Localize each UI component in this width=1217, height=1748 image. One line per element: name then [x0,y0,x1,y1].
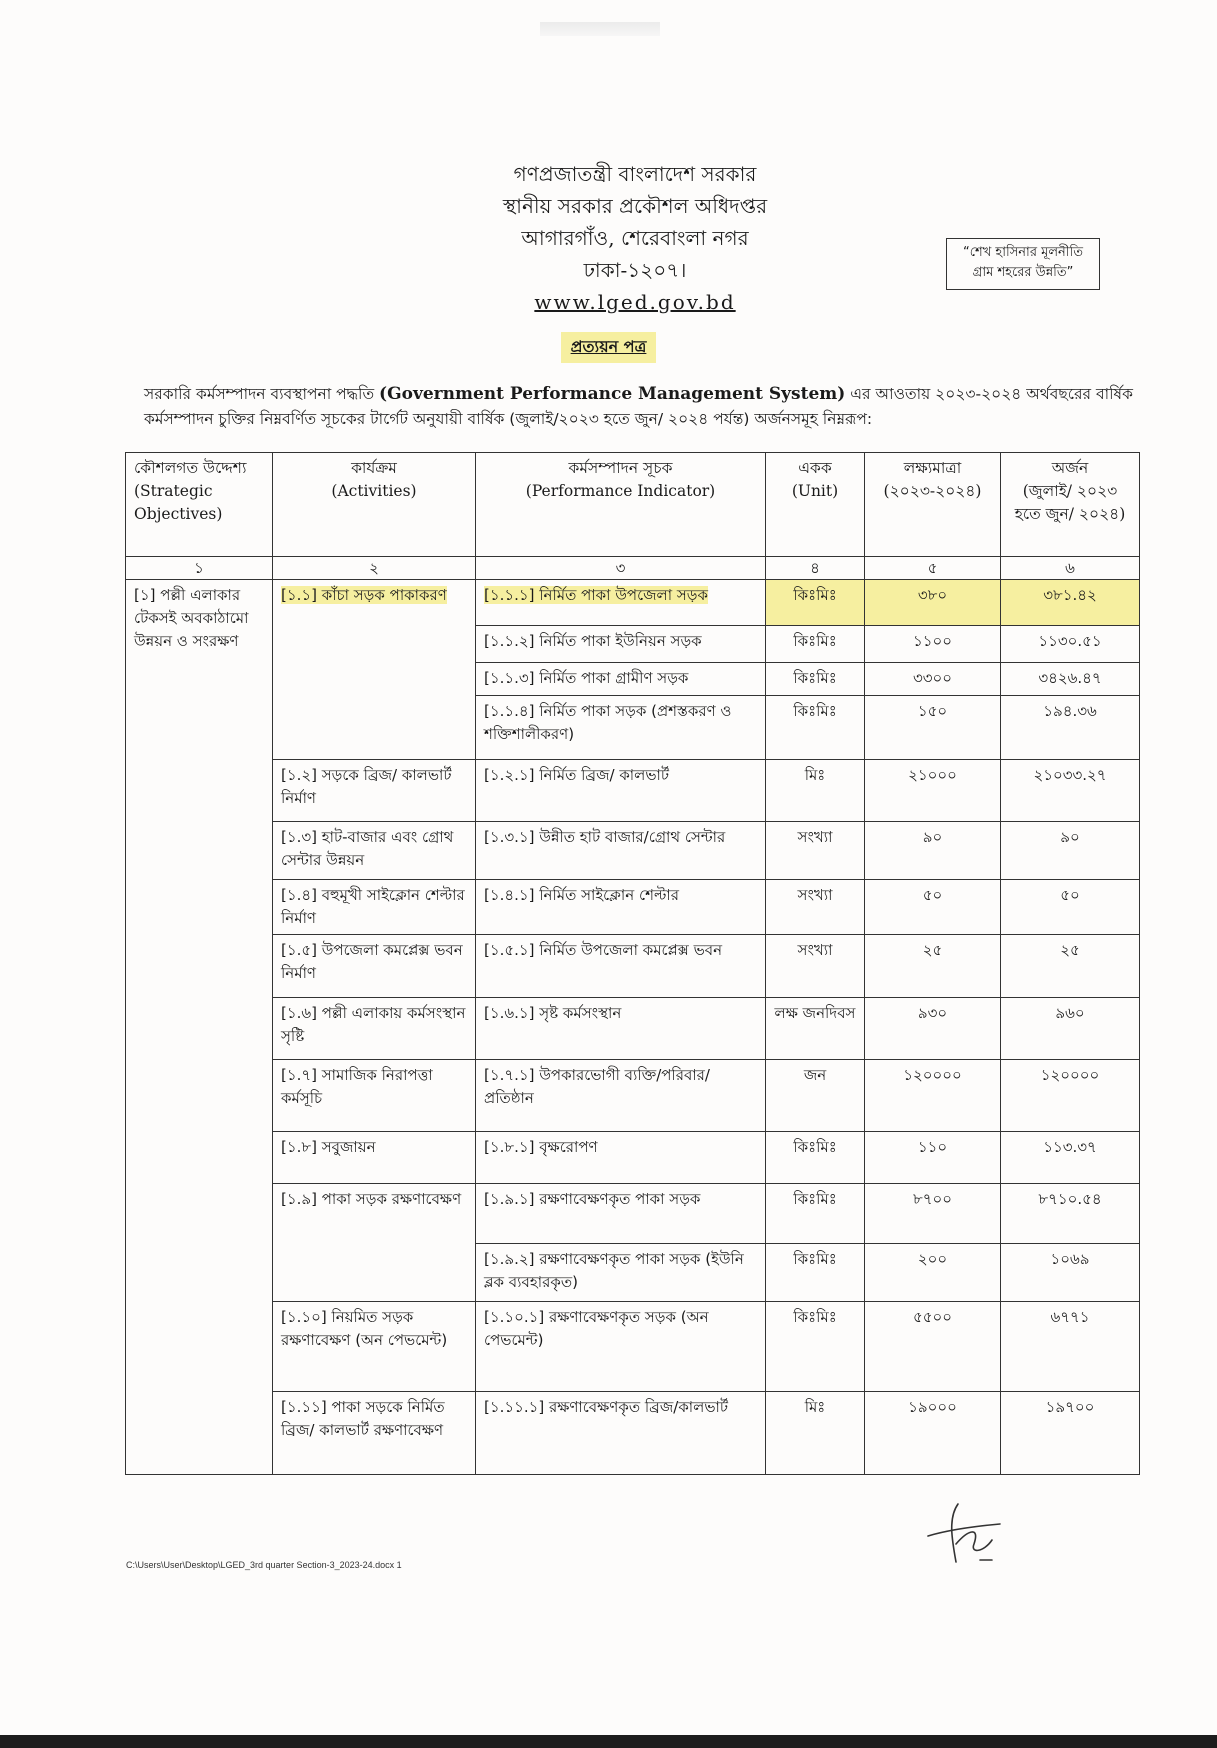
signature [918,1500,1008,1572]
activity-cell: [১.৮] সবুজায়ন [273,1132,476,1184]
address-line: আগারগাঁও, শেরেবাংলা নগর [521,226,749,250]
target-cell: ৮৭০০ [865,1184,1001,1244]
activity-cell: [১.৬] পল্লী এলাকায় কর্মসংস্থান সৃষ্টি [273,998,476,1060]
indicator-cell: [১.১.২] নির্মিত পাকা ইউনিয়ন সড়ক [476,626,766,663]
target-cell: ১২০০০০ [865,1060,1001,1132]
intro-english: (Government Performance Management System) [379,384,846,404]
target-cell: ১৯০০০ [865,1392,1001,1475]
indicator-cell: [১.১.৩] নির্মিত পাকা গ্রামীণ সড়ক [476,663,766,696]
column-number-row [126,557,1140,580]
unit-cell: কিঃমিঃ [766,696,865,760]
unit-cell: মিঃ [766,1392,865,1475]
target-cell: ২০০ [865,1244,1001,1302]
govt-name: গণপ্রজাতন্ত্রী বাংলাদেশ সরকার [513,162,757,186]
unit-cell: কিঃমিঃ [766,1244,865,1302]
target-cell: ১১০০ [865,626,1001,663]
indicator-cell: [১.৫.১] নির্মিত উপজেলা কমপ্লেক্স ভবন [476,935,766,998]
header-target: লক্ষ্যমাত্রা (২০২৩-২০২৪) [865,453,1001,557]
activity-cell: [১.২] সড়কে ব্রিজ/ কালভার্ট নির্মাণ [273,760,476,822]
activity-cell: [১.১০] নিয়মিত সড়ক রক্ষণাবেক্ষণ (অন পেভমেন্ট) [273,1302,476,1392]
achievement-cell: ৩৪২৬.৪৭ [1001,663,1140,696]
website-link[interactable]: www.lged.gov.bd [534,290,736,314]
indicator-cell: [১.৯.২] রক্ষণাবেক্ষণকৃত পাকা সড়ক (ইউনি ব্লক ব্যবহারকৃত) [476,1244,766,1302]
achievement-cell: ২৫ [1001,935,1140,998]
table-row [126,760,1140,822]
achievement-cell: ১২০০০০ [1001,1060,1140,1132]
table-row [126,1184,1140,1244]
achievement-cell: ১৯৭০০ [1001,1392,1140,1475]
target-cell: ১৫০ [865,696,1001,760]
unit-cell: সংখ্যা [766,880,865,935]
achievement-cell: ৩৮১.৪২ [1001,580,1140,626]
achievement-cell: ৯০ [1001,822,1140,880]
indicator-cell: [১.১.৪] নির্মিত পাকা সড়ক (প্রশস্তকরণ ও শক্তিশালীকরণ) [476,696,766,760]
performance-table [125,452,1140,1475]
target-cell: ৫০ [865,880,1001,935]
activity-cell: [১.৯] পাকা সড়ক রক্ষণাবেক্ষণ [273,1184,476,1302]
motto-line-2: গ্রাম শহরের উন্নতি” [972,265,1074,280]
table-row [126,1302,1140,1392]
indicator-cell: [১.৭.১] উপকারভোগী ব্যক্তি/পরিবার/প্রতিষ্ঠান [476,1060,766,1132]
col-num: ৬ [1001,557,1140,580]
header-unit: একক (Unit) [766,453,865,557]
indicator-cell: [১.১০.১] রক্ষণাবেক্ষণকৃত সড়ক (অন পেভমেন্ট) [476,1302,766,1392]
indicator-cell: [১.৬.১] সৃষ্ট কর্মসংস্থান [476,998,766,1060]
table-row [126,580,1140,626]
table-row [126,1060,1140,1132]
department-name: স্থানীয় সরকার প্রকৌশল অধিদপ্তর [502,194,768,218]
activity-cell: [১.৩] হাট-বাজার এবং গ্রোথ সেন্টার উন্নয়ন [273,822,476,880]
table-row [126,822,1140,880]
objective-cell: [১] পল্লী এলাকার টেকসই অবকাঠামো উন্নয়ন ও সংরক্ষণ [126,580,273,1475]
intro-part-1: সরকারি কর্মসম্পাদন ব্যবস্থাপনা পদ্ধতি [144,385,380,403]
header-achievement: অর্জন (জুলাই/ ২০২৩ হতে জুন/ ২০২৪) [1001,453,1140,557]
unit-cell: সংখ্যা [766,935,865,998]
col-num: ৪ [766,557,865,580]
target-cell: ৯৩০ [865,998,1001,1060]
header-indicator: কর্মসম্পাদন সূচক (Performance Indicator) [476,453,766,557]
indicator-cell: [১.৯.১] রক্ষণাবেক্ষণকৃত পাকা সড়ক [476,1184,766,1244]
achievement-cell: ৯৬০ [1001,998,1140,1060]
target-cell: ২৫ [865,935,1001,998]
indicator-cell: [১.৩.১] উন্নীত হাট বাজার/গ্রোথ সেন্টার [476,822,766,880]
col-num: ৩ [476,557,766,580]
unit-cell: কিঃমিঃ [766,1302,865,1392]
indicator-cell: [১.১.১] নির্মিত পাকা উপজেলা সড়ক [476,580,766,626]
header-activities: কার্যক্রম (Activities) [273,453,476,557]
col-num: ১ [126,557,273,580]
unit-cell: জন [766,1060,865,1132]
unit-cell: কিঃমিঃ [766,626,865,663]
target-cell: ৫৫০০ [865,1302,1001,1392]
table-row [126,1132,1140,1184]
target-cell: ৩৩০০ [865,663,1001,696]
activity-cell: [১.৭] সামাজিক নিরাপত্তা কর্মসূচি [273,1060,476,1132]
intro-paragraph [144,382,1144,432]
target-cell: ১১০ [865,1132,1001,1184]
col-num: ২ [273,557,476,580]
target-cell: ২১০০০ [865,760,1001,822]
motto-line-1: “শেখ হাসিনার মূলনীতি [963,245,1083,260]
achievement-cell: ২১০৩৩.২৭ [1001,760,1140,822]
letterhead [400,158,870,318]
indicator-cell: [১.৮.১] বৃক্ষরোপণ [476,1132,766,1184]
table-row [126,1392,1140,1475]
achievement-cell: ১১৩.৩৭ [1001,1132,1140,1184]
table-row [126,998,1140,1060]
activity-cell: [১.১১] পাকা সড়কে নির্মিত ব্রিজ/ কালভার্ট রক্ষণাবেক্ষণ [273,1392,476,1475]
unit-cell: কিঃমিঃ [766,580,865,626]
achievement-cell: ৬৭৭১ [1001,1302,1140,1392]
unit-cell: কিঃমিঃ [766,663,865,696]
indicator-cell: [১.২.১] নির্মিত ব্রিজ/ কালভার্ট [476,760,766,822]
intro-part-2: এর আওতায় ২০২৩-২০২৪ অর্থবছরের বার্ষিক কর্মসম্পাদন চুক্তির নিম্নবর্ণিত সূচকের টার্গেট অনুযায়ী বার্ষিক (জুলাই/২০২৩ হতে জুন/ ২০২৪ পর্যন্ত) অর্জনসমূহ নিম্নরূপ: [144,385,1133,428]
motto-box [946,238,1100,290]
unit-cell: মিঃ [766,760,865,822]
activity-cell: [১.১] কাঁচা সড়ক পাকাকরণ [273,580,476,760]
achievement-cell: ৮৭১০.৫৪ [1001,1184,1140,1244]
achievement-cell: ১১৩০.৫১ [1001,626,1140,663]
achievement-cell: ৫০ [1001,880,1140,935]
col-num: ৫ [865,557,1001,580]
certificate-title-wrap [0,332,1217,363]
achievement-cell: ১০৬৯ [1001,1244,1140,1302]
unit-cell: সংখ্যা [766,822,865,880]
header-objectives: কৌশলগত উদ্দেশ্য (Strategic Objectives) [126,453,273,557]
scan-edge [0,1735,1217,1748]
activity-cell: [১.৫] উপজেলা কমপ্লেক্স ভবন নির্মাণ [273,935,476,998]
scan-mark [540,22,660,36]
table-row [126,935,1140,998]
unit-cell: লক্ষ জনদিবস [766,998,865,1060]
table-row [126,880,1140,935]
city-line: ঢাকা-১২০৭। [583,258,687,282]
file-path-footer: C:\Users\User\Desktop\LGED_3rd quarter Section-3_2023-24.docx 1 [126,1560,402,1570]
table-header-row [126,453,1140,557]
target-cell: ৩৮০ [865,580,1001,626]
activity-cell: [১.৪] বহুমূখী সাইক্লোন শেল্টার নির্মাণ [273,880,476,935]
unit-cell: কিঃমিঃ [766,1184,865,1244]
indicator-cell: [১.৪.১] নির্মিত সাইক্লোন শেল্টার [476,880,766,935]
unit-cell: কিঃমিঃ [766,1132,865,1184]
certificate-title: প্রত্যয়ন পত্র [561,332,657,363]
achievement-cell: ১৯৪.৩৬ [1001,696,1140,760]
indicator-cell: [১.১১.১] রক্ষণাবেক্ষণকৃত ব্রিজ/কালভার্ট [476,1392,766,1475]
target-cell: ৯০ [865,822,1001,880]
